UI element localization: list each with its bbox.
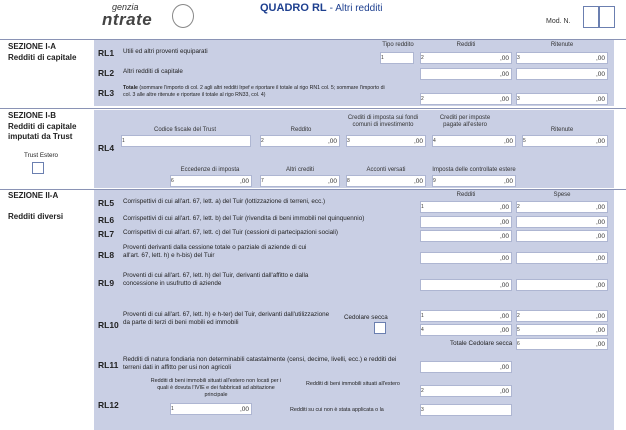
rl6-redditi[interactable]: ,00 bbox=[420, 216, 512, 228]
rl12-redditi[interactable]: 2 ,00 bbox=[420, 385, 512, 397]
rl4-codice-fiscale[interactable]: 1 bbox=[121, 135, 251, 147]
rl4-reddito[interactable]: 2 ,00 bbox=[260, 135, 340, 147]
cedolare-secca-checkbox[interactable] bbox=[374, 322, 386, 334]
mod-number-field-2[interactable] bbox=[599, 6, 615, 28]
rl2-redditi[interactable]: ,00 bbox=[420, 68, 512, 80]
rl6-spese[interactable]: ,00 bbox=[516, 216, 608, 228]
page-title: QUADRO RL - Altri redditi bbox=[260, 2, 383, 14]
rl8-spese[interactable]: ,00 bbox=[516, 252, 608, 264]
rl4-imposta-estero[interactable]: 9 ,00 bbox=[432, 175, 516, 187]
rl10-spese-2[interactable]: 5 ,00 bbox=[516, 324, 608, 336]
rl7-redditi[interactable]: ,00 bbox=[420, 230, 512, 242]
agenzia-entrate-logo: genzia ntrate bbox=[96, 2, 196, 32]
rl4-crediti-fondi[interactable]: 3 ,00 bbox=[346, 135, 426, 147]
rl10-redditi-1[interactable]: 1 ,00 bbox=[420, 310, 512, 322]
rl4-crediti-estero[interactable]: 4 ,00 bbox=[432, 135, 516, 147]
rl11-redditi[interactable]: ,00 bbox=[420, 361, 512, 373]
mod-label: Mod. N. bbox=[546, 18, 571, 25]
rl5-redditi[interactable]: 1 ,00 bbox=[420, 201, 512, 213]
rl4-eccedenze[interactable]: 6 ,00 bbox=[170, 175, 252, 187]
rl8-redditi[interactable]: ,00 bbox=[420, 252, 512, 264]
rl4-ritenute[interactable]: 5 ,00 bbox=[522, 135, 608, 147]
emblem-icon bbox=[172, 4, 194, 28]
rl9-spese[interactable]: ,00 bbox=[516, 279, 608, 291]
rl2-ritenute[interactable]: ,00 bbox=[516, 68, 608, 80]
rl7-spese[interactable]: ,00 bbox=[516, 230, 608, 242]
rl3-totale-ritenute[interactable]: 3 ,00 bbox=[516, 93, 608, 105]
rl9-redditi[interactable]: ,00 bbox=[420, 279, 512, 291]
trust-estero-checkbox[interactable] bbox=[32, 162, 44, 174]
rl5-spese[interactable]: 2 ,00 bbox=[516, 201, 608, 213]
rl4-acconti[interactable]: 8 ,00 bbox=[346, 175, 426, 187]
rl10-spese-1[interactable]: 2 ,00 bbox=[516, 310, 608, 322]
section-1a-name: Redditi di capitale bbox=[8, 53, 77, 62]
rl1-redditi[interactable]: 2 ,00 bbox=[420, 52, 512, 64]
section-1a-code: SEZIONE I-A bbox=[8, 42, 57, 51]
rl10-redditi-2[interactable]: 4 ,00 bbox=[420, 324, 512, 336]
rl10-totale-cedolare[interactable]: 6 ,00 bbox=[516, 338, 608, 350]
rl3-totale-redditi[interactable]: 2 ,00 bbox=[420, 93, 512, 105]
rl4-altri-crediti[interactable]: 7 ,00 bbox=[260, 175, 340, 187]
rl12-col1[interactable]: 1 ,00 bbox=[170, 403, 252, 415]
mod-number-field-1[interactable] bbox=[583, 6, 599, 28]
rl12-col3[interactable]: 3 bbox=[420, 404, 512, 416]
rl1-ritenute[interactable]: 3 ,00 bbox=[516, 52, 608, 64]
rl1-tipo-reddito[interactable]: 1 bbox=[380, 52, 414, 64]
